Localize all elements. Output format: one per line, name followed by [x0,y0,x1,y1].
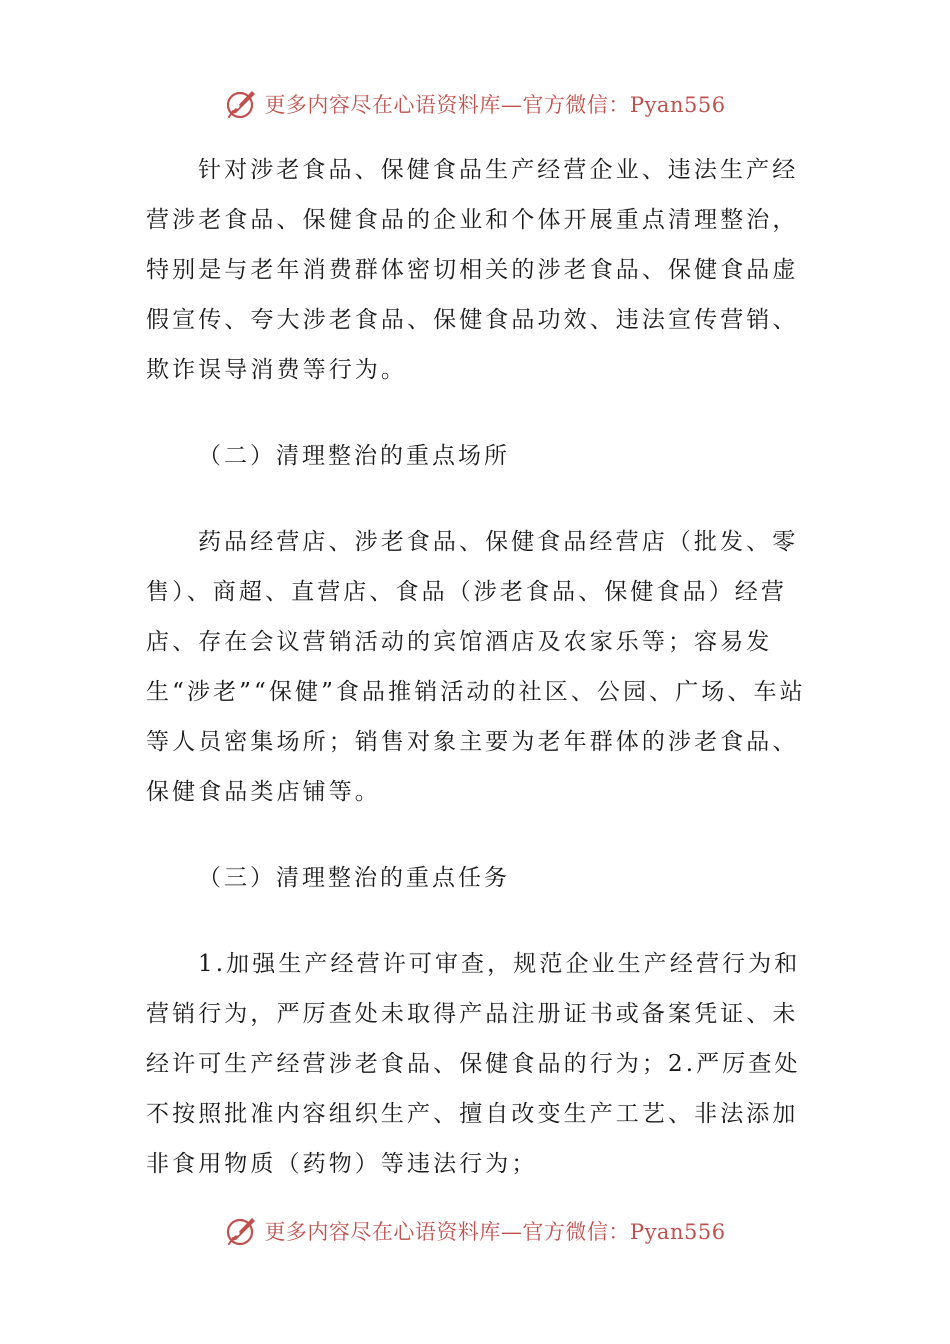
document-body [146,145,806,1189]
section-heading-tasks: （三）清理整治的重点任务 [198,865,510,891]
quill-pen-logo-icon [224,1214,258,1248]
quill-pen-logo-icon [224,87,258,121]
footer-banner-inner [224,1214,725,1248]
spacer [146,817,806,853]
footer-banner-text: 更多内容尽在心语资料库—官方微信：Pyan556 [264,1220,726,1244]
section-heading-places: （二）清理整治的重点场所 [198,443,510,469]
paragraph-places: 药品经营店、涉老食品、保健食品经营店（批发、零售）、商超、直营店、食品（涉老食品、保健食品）经营店、存在会议营销活动的宾馆酒店及农家乐等；容易发生“涉老”“保健”食品推销活动的社区、公园、广场、车站等人员密集场所；销售对象主要为老年群体的涉老食品、保健食品类店铺等。 [146,529,806,805]
spacer [146,395,806,431]
header-banner-inner [224,87,725,121]
spacer [146,903,806,939]
spacer [146,481,806,517]
footer-banner [0,1211,950,1251]
header-banner-text: 更多内容尽在心语资料库—官方微信：Pyan556 [264,93,726,117]
header-banner [0,84,950,124]
paragraph-targets: 针对涉老食品、保健食品生产经营企业、违法生产经营涉老食品、保健食品的企业和个体开展重点清理整治，特别是与老年消费群体密切相关的涉老食品、保健食品虚假宣传、夸大涉老食品、保健食品功效、违法宣传营销、欺诈误导消费等行为。 [146,157,799,383]
paragraph-tasks: 1.加强生产经营许可审查，规范企业生产经营行为和营销行为，严厉查处未取得产品注册证书或备案凭证、未经许可生产经营涉老食品、保健食品的行为；2.严厉查处不按照批准内容组织生产、擅自改变生产工艺、非法添加非食用物质（药物）等违法行为； [146,951,801,1177]
